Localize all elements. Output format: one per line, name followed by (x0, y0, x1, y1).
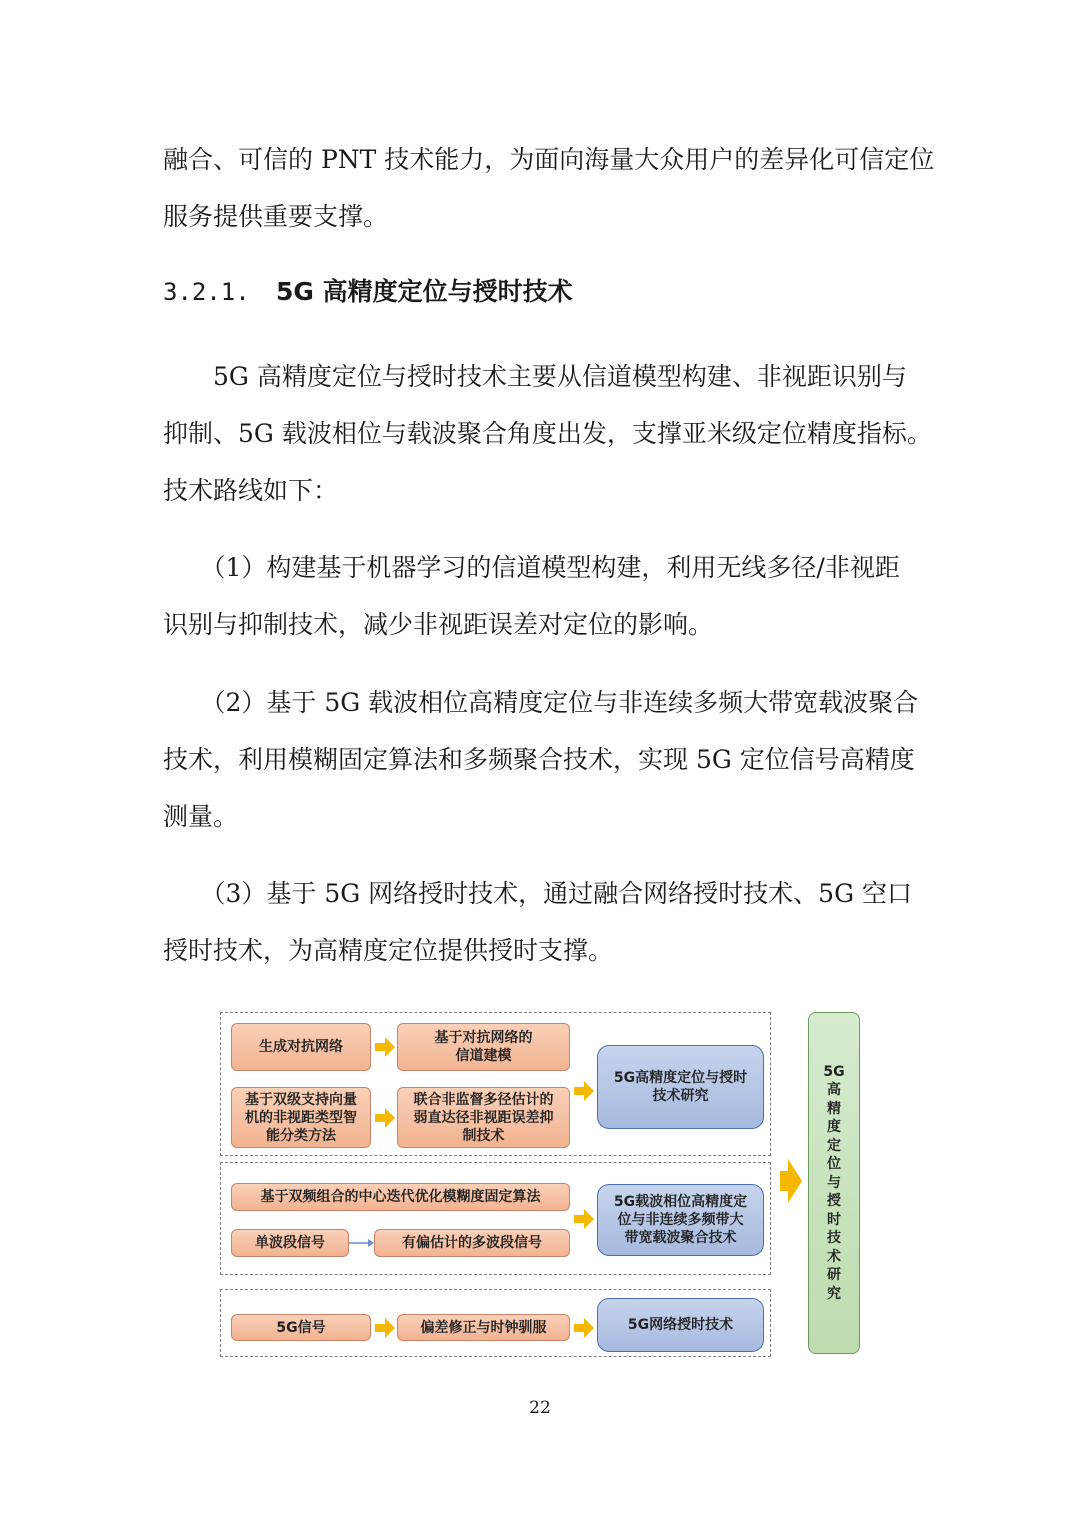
section-title: 5G 高精度定位与授时技术 (276, 277, 573, 306)
large-arrow-right-icon (779, 1157, 803, 1205)
box-bias-correction: 偏差修正与时钟驯服 (397, 1314, 570, 1341)
box-single-band-signal: 单波段信号 (231, 1229, 349, 1257)
box-5g-positioning-timing-research: 5G高精度定位与授时 技术研究 (597, 1045, 764, 1129)
text-line: （2）基于 5G 载波相位高精度定位与非连续多频大带宽载波聚合 (163, 688, 919, 717)
box-svm-nlos-classification: 基于双级支持向量 机的非视距类型智 能分类方法 (231, 1087, 371, 1148)
text-line: 技术，利用模糊固定算法和多频聚合技术，实现 5G 定位信号高精度 (163, 745, 915, 774)
paragraph-intro (163, 131, 935, 245)
arrow-right-icon (573, 1208, 595, 1230)
box-ambiguity-fixing-algorithm: 基于双频组合的中心迭代优化模糊度固定算法 (231, 1183, 570, 1211)
box-nlos-mitigation: 联合非监督多径估计的 弱直达径非视距误差抑 制技术 (397, 1087, 570, 1148)
text-line: （1）构建基于机器学习的信道模型构建，利用无线多径/非视距 (163, 553, 900, 582)
arrow-right-icon (374, 1107, 396, 1129)
paragraph-overview (163, 348, 932, 519)
text-line: 融合、可信的 PNT 技术能力，为面向海量大众用户的差异化可信定位 (163, 145, 935, 174)
box-5g-signal: 5G信号 (231, 1314, 371, 1341)
final-research-label: 5G 高 精 度 定 位 与 授 时 技 术 研 究 (823, 1063, 845, 1302)
thin-arrow-icon (349, 1236, 375, 1250)
text-line: 授时技术，为高精度定位提供授时支撑。 (163, 936, 614, 965)
text-line: 识别与抑制技术，减少非视距误差对定位的影响。 (163, 610, 714, 639)
text-line: 抑制、5G 载波相位与载波聚合角度出发，支撑亚米级定位精度指标。 (163, 419, 932, 448)
box-multi-band-signal: 有偏估计的多波段信号 (374, 1229, 570, 1257)
section-heading (163, 272, 573, 308)
page-number: 22 (529, 1398, 551, 1418)
text-line: 5G 高精度定位与授时技术主要从信道模型构建、非视距识别与 (163, 362, 907, 391)
arrow-right-icon (374, 1036, 396, 1058)
arrow-right-icon (573, 1317, 595, 1339)
arrow-right-icon (374, 1317, 396, 1339)
paragraph-item-3 (163, 865, 923, 979)
text-line: （3）基于 5G 网络授时技术，通过融合网络授时技术、5G 空口 (163, 879, 913, 908)
paragraph-item-2 (163, 674, 923, 845)
box-gan: 生成对抗网络 (231, 1023, 371, 1071)
box-carrier-phase-aggregation: 5G载波相位高精度定 位与非连续多频带大 带宽载波聚合技术 (597, 1184, 764, 1256)
section-number: 3.2.1. (163, 278, 250, 306)
text-line: 测量。 (163, 802, 239, 831)
box-gan-channel-modeling: 基于对抗网络的 信道建模 (397, 1023, 570, 1071)
paragraph-item-1 (163, 539, 923, 653)
text-line: 技术路线如下： (163, 476, 339, 505)
box-5g-network-timing: 5G网络授时技术 (597, 1298, 764, 1352)
text-line: 服务提供重要支撑。 (163, 202, 389, 231)
arrow-right-icon (573, 1080, 595, 1102)
